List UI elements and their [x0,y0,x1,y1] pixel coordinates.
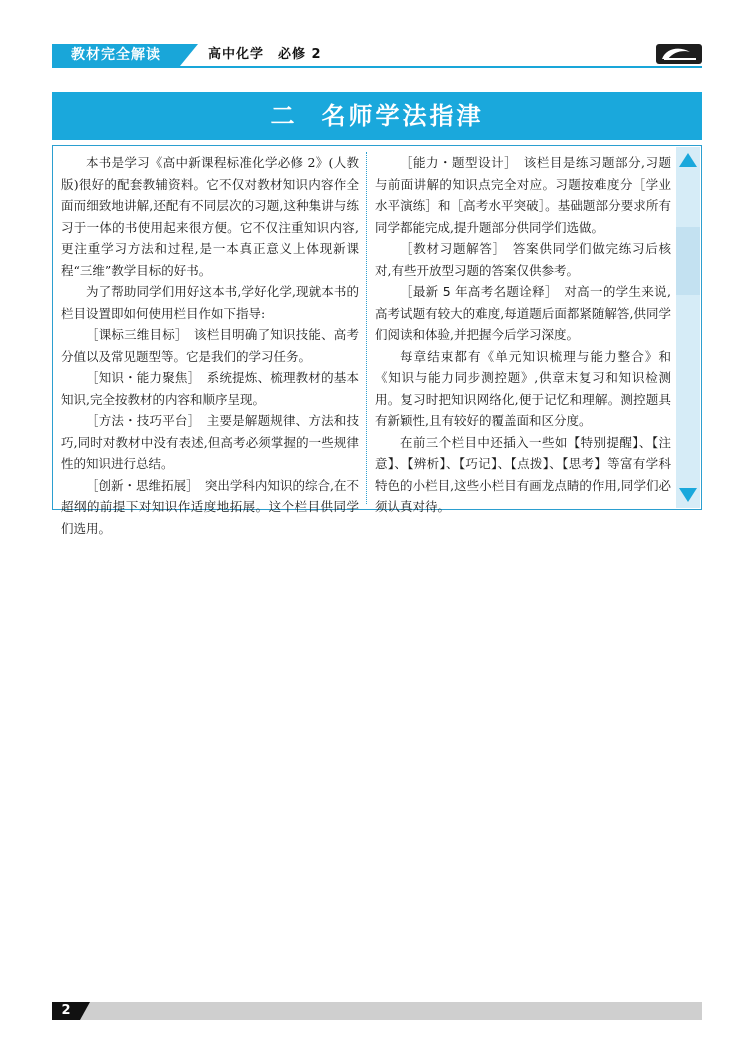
column-tag: ［最新 5 年高考名题诠释］ [400,284,552,299]
page-number: 2 [52,1002,80,1020]
scroll-down-button[interactable] [676,484,700,506]
paragraph-text: 突出学科内知识的综合,在不超纲的前提下对知识作适度地拓展。这个栏目供同学们选用。 [61,477,359,536]
paragraph [375,238,671,281]
book-series-tab: 教材完全解读 [52,44,180,66]
paragraph [375,152,671,238]
paragraph [375,281,671,346]
section-number: 二 [270,102,298,130]
right-column [375,152,671,518]
paragraph [61,281,359,324]
paragraph-text: 该栏目是练习题部分,习题与前面讲解的知识点完全对应。习题按难度分［学业水平演练］和［高考水平突破］。基础题部分要求所有同学都能完成,提升题部分供同学们选做。 [375,155,671,235]
column-tag: ［教材习题解答］ [400,241,500,256]
paragraph [375,432,671,518]
vertical-scrollbar[interactable] [676,147,700,508]
paragraph [61,324,359,367]
triangle-down-icon [679,488,697,502]
scroll-thumb[interactable] [676,227,700,295]
scroll-up-button[interactable] [676,149,700,171]
triangle-up-icon [679,153,697,167]
paragraph-text: 答案供同学们做完练习后核对,有些开放型习题的答案仅供参考。 [375,241,671,278]
column-divider [366,152,367,504]
paragraph-text: 为了帮助同学们用好这本书,学好化学,现就本书的栏目设置即如何使用栏目作如下指导: [61,284,359,321]
section-title: 名师学法指津 [321,102,484,130]
page-footer [52,1002,702,1020]
publisher-logo-icon [656,44,702,64]
left-column [61,152,359,539]
tab-slant-decoration [180,44,198,66]
paragraph-text: 主要是解题规律、方法和技巧,同时对教材中没有表述,但高考必须掌握的一些规律性的知识进行总结。 [61,413,359,471]
subject-label: 高中化学 必修 2 [208,47,322,62]
column-tag: ［课标三维目标］ [86,327,182,342]
paragraph-text: 本书是学习《高中新课程标准化学必修 2》(人教版)很好的配套教辅资料。它不仅对教材知识内容作全面而细致地讲解,还配有不同层次的习题,这种集讲与练习于一体的书使用起来很方便。它不仅注重知识内容,更注重学习方法和过程,是一本真正意义上体现新课程“三维”教学目标的好书。 [61,155,359,278]
column-tag: ［知识・能力聚焦］ [86,370,195,385]
paragraph-text: 系统提炼、梳理教材的基本知识,完全按教材的内容和顺序呈现。 [61,370,359,407]
paragraph [61,152,359,281]
column-tag: ［方法・技巧平台］ [86,413,195,428]
paragraph [61,475,359,540]
column-tag: ［能力・题型设计］ [400,155,511,170]
paragraph [61,367,359,410]
header-rule [52,66,702,68]
column-tag: ［创新・思维拓展］ [86,477,193,493]
paragraph-text: 每章结束都有《单元知识梳理与能力整合》和《知识与能力同步测控题》,供章末复习和知识检测用。复习时把知识网络化,便于记忆和理解。测控题具有新颖性,且有较好的覆盖面和区分度。 [375,348,671,428]
page-number-slant-decoration [80,1002,90,1020]
paragraph [375,346,671,432]
content-panel [52,145,702,536]
section-title-banner [52,92,702,140]
page-header [52,44,702,66]
paragraph-text: 对高一的学生来说,高考试题有较大的难度,每道题后面都紧随解答,供同学们阅读和体验,并把握今后学习深度。 [375,284,671,342]
paragraph-text: 该栏目明确了知识技能、高考分值以及常见题型等。它是我们的学习任务。 [61,327,359,364]
paragraph [61,410,359,475]
paragraph-text: 在前三个栏目中还插入一些如【特别提醒】、【注意】、【辨析】、【巧记】、【点拨】、【思考】等富有学科特色的小栏目,这些小栏目有画龙点睛的作用,同学们必须认真对待。 [375,434,671,514]
